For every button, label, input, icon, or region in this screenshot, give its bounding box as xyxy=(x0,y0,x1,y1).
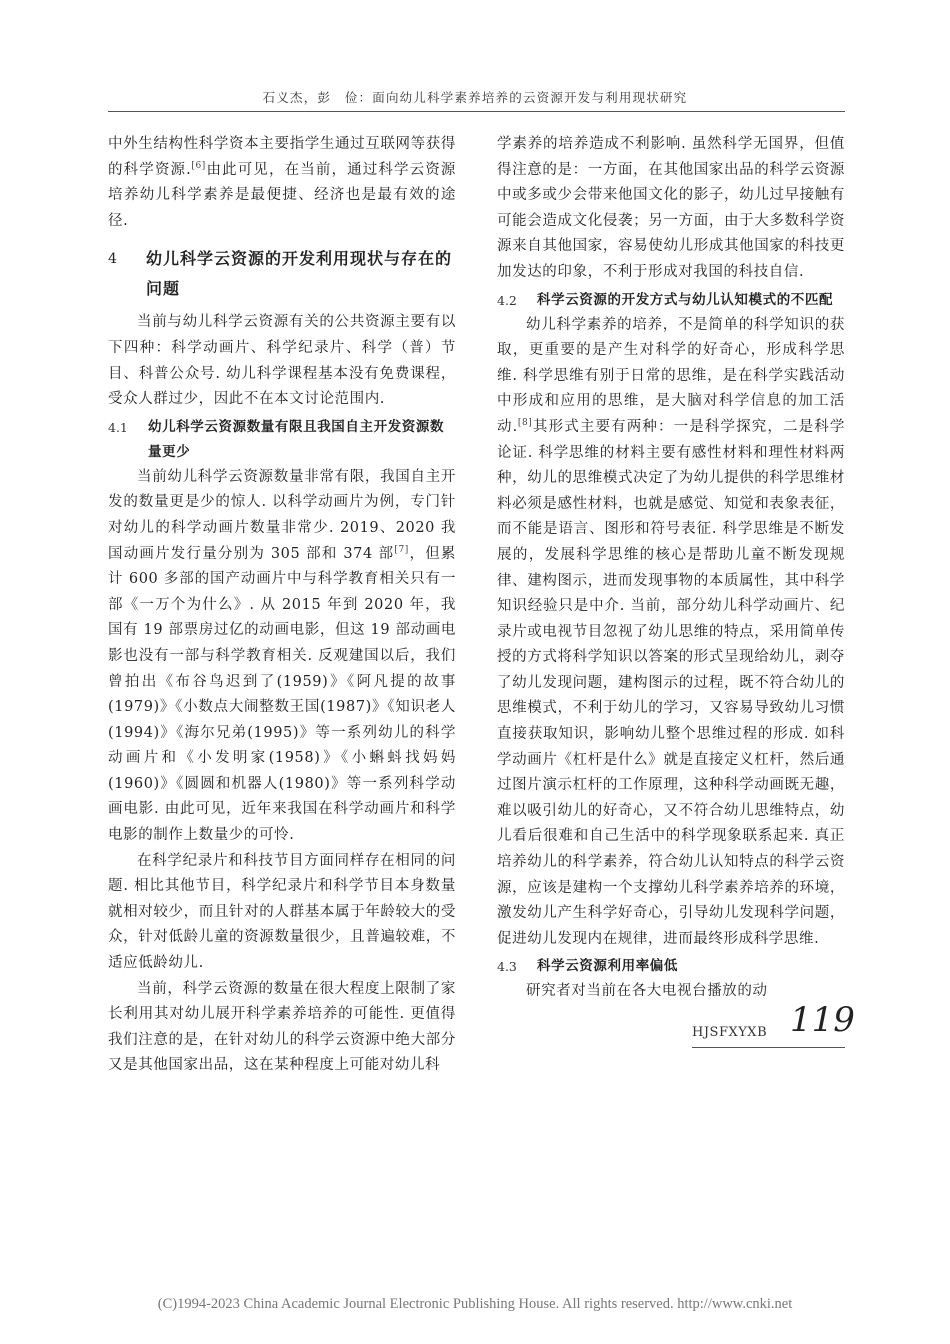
paragraph: 当前，科学云资源的数量在很大程度上限制了家长利用其对幼儿展开科学素养培养的可能性. 更值得我们注意的是，在针对幼儿的科学云资源中绝大部分又是其他国家出品，这在某种程度上可能对幼儿科 xyxy=(108,980,456,1074)
citation-ref: [6] xyxy=(191,160,206,171)
right-column xyxy=(497,132,845,1005)
subsection-title: 科学云资源的开发方式与幼儿认知模式的不匹配 xyxy=(537,291,834,308)
subsection-heading-4-1 xyxy=(108,415,456,465)
header-rule xyxy=(108,111,845,112)
paragraph: 中外生结构性科学资本主要指学生通过互联网等获得的科学资源.[6]由此可见，在当前，通过科学云资源培养幼儿科学素养是最便捷、经济也是最有效的途径. xyxy=(108,136,456,229)
left-column xyxy=(108,132,456,1079)
paragraph: 学素养的培养造成不利影响. 虽然科学无国界，但值得注意的是：一方面，在其他国家出品的科学云资源中或多或少会带来他国文化的影子，幼儿过早接触有可能会造成文化侵袭；另一方面，由于大多数科学资源来自其他国家，容易使幼儿形成其他国家的科技更加发达的印象，不利于形成对我国的科技自信. xyxy=(497,136,845,280)
paragraph: 在科学纪录片和科技节目方面同样存在相同的问题. 相比其他节目，科学纪录片和科学节目本身数量就相对较少，而且针对的人群基本属于年龄较大的受众，针对低龄儿童的资源数量很少，且普遍较难，不适应低龄幼儿. xyxy=(108,852,456,972)
running-header: 石义杰，彭 俭：面向幼儿科学素养培养的云资源开发与利用现状研究 xyxy=(262,90,688,105)
paragraph: 研究者对当前在各大电视台播放的动 xyxy=(526,983,768,1000)
paragraph: 幼儿科学素养的培养，不是简单的科学知识的获取，更重要的是产生对科学的好奇心，形成科学思维. 科学思维有别于日常的思维，是在科学实践活动中形成和应用的思维，是大脑对科学信息的加工活动.[8]其形式主要有两种：一是科学探究，二是科学论证. 科学思维的材料主要有感性材料和理性材料两种，幼儿的思维模式决定了为幼儿提供的科学思维材料必须是感性材料，也就是感觉、知觉和表象表征，而不能是语言、图形和符号表征. 科学思维是不断发展的，发展科学思维的核心是帮助儿童不断发现规律、建构图示，进而发现事物的本质属性，其中科学知识经验只是中介. 当前，部分幼儿科学动画片、纪录片或电视节目忽视了幼儿思维的特点，采用简单传授的方式将科学知识以答案的形式呈现给幼儿，剥夺了幼儿发现问题，建构图示的过程，既不符合幼儿的思维模式，不利于幼儿的学习，又容易导致幼儿习惯直接获取知识，影响幼儿整个思维过程的形成. 如科学动画片《杠杆是什么》就是直接定义杠杆，然后通过图片演示杠杆的工作原理，这种科学动画既无趣，难以吸引幼儿的好奇心，又不符合幼儿思维特点，幼儿看后很难和自己生活中的科学现象联系起来. 真正培养幼儿的科学素养，符合幼儿认知特点的科学云资源，应该是建构一个支撑幼儿科学素养培养的环境，激发幼儿产生科学好奇心，引导幼儿发现科学问题，促进幼儿发现内在规律，进而最终形成科学思维. xyxy=(497,316,845,947)
subsection-number: 4.3 xyxy=(497,959,517,975)
paragraph: 当前与幼儿科学云资源有关的公共资源主要有以下四种：科学动画片、科学纪录片、科学（普）节目、科普公众号. 幼儿科学课程基本没有免费课程，受众人群过少，因此不在本文讨论范围内. xyxy=(108,314,456,408)
journal-code: HJSFXYXB xyxy=(692,1025,768,1040)
subsection-heading-4-2 xyxy=(497,288,845,313)
paragraph: 当前幼儿科学云资源数量非常有限，我国自主开发的数量更是少的惊人. 以科学动画片为例，专门针对幼儿的科学动画片数量非常少. 2019、2020 我国动画片发行量分别为 305 部和 374 部[7]，但累计 600 多部的国产动画片中与科学教育相关只有一部《一万个为什么》. 从 2015 年到 2020 年，我国有 19 部票房过亿的动画电影，但这 19 部动画电影也没有一部与科学教育相关. 反观建国以后，我们曾拍出《布谷鸟迟到了(1959)》《阿凡提的故事(1979)》《小数点大闹整数王国(1987)》《知识老人(1994)》《海尔兄弟(1995)》等一系列幼儿的科学动画片和《小发明家(1958)》《小蝌蚪找妈妈(1960)》《圆圆和机器人(1980)》等一系列科学动画电影. 由此可见，近年来我国在科学动画片和科学电影的制作上数量少的可怜. xyxy=(108,468,456,844)
page-number: 119 xyxy=(790,1000,855,1040)
subsection-title: 幼儿科学云资源数量有限且我国自主开发资源数量更少 xyxy=(148,418,445,460)
subsection-number: 4.1 xyxy=(108,419,128,435)
citation-ref: [7] xyxy=(394,544,409,555)
citation-ref: [8] xyxy=(517,417,533,428)
subsection-title: 科学云资源利用率偏低 xyxy=(537,958,678,975)
section-number: 4 xyxy=(108,251,117,268)
copyright-notice: (C)1994-2023 China Academic Journal Electronic Publishing House. All rights reserved. http://www.cnki.net xyxy=(157,1296,793,1312)
subsection-heading-4-3 xyxy=(497,954,845,979)
footer-rule xyxy=(692,1047,845,1048)
section-heading-4 xyxy=(108,244,456,304)
subsection-number: 4.2 xyxy=(497,292,517,308)
section-title: 幼儿科学云资源的开发利用现状与存在的问题 xyxy=(146,249,453,299)
